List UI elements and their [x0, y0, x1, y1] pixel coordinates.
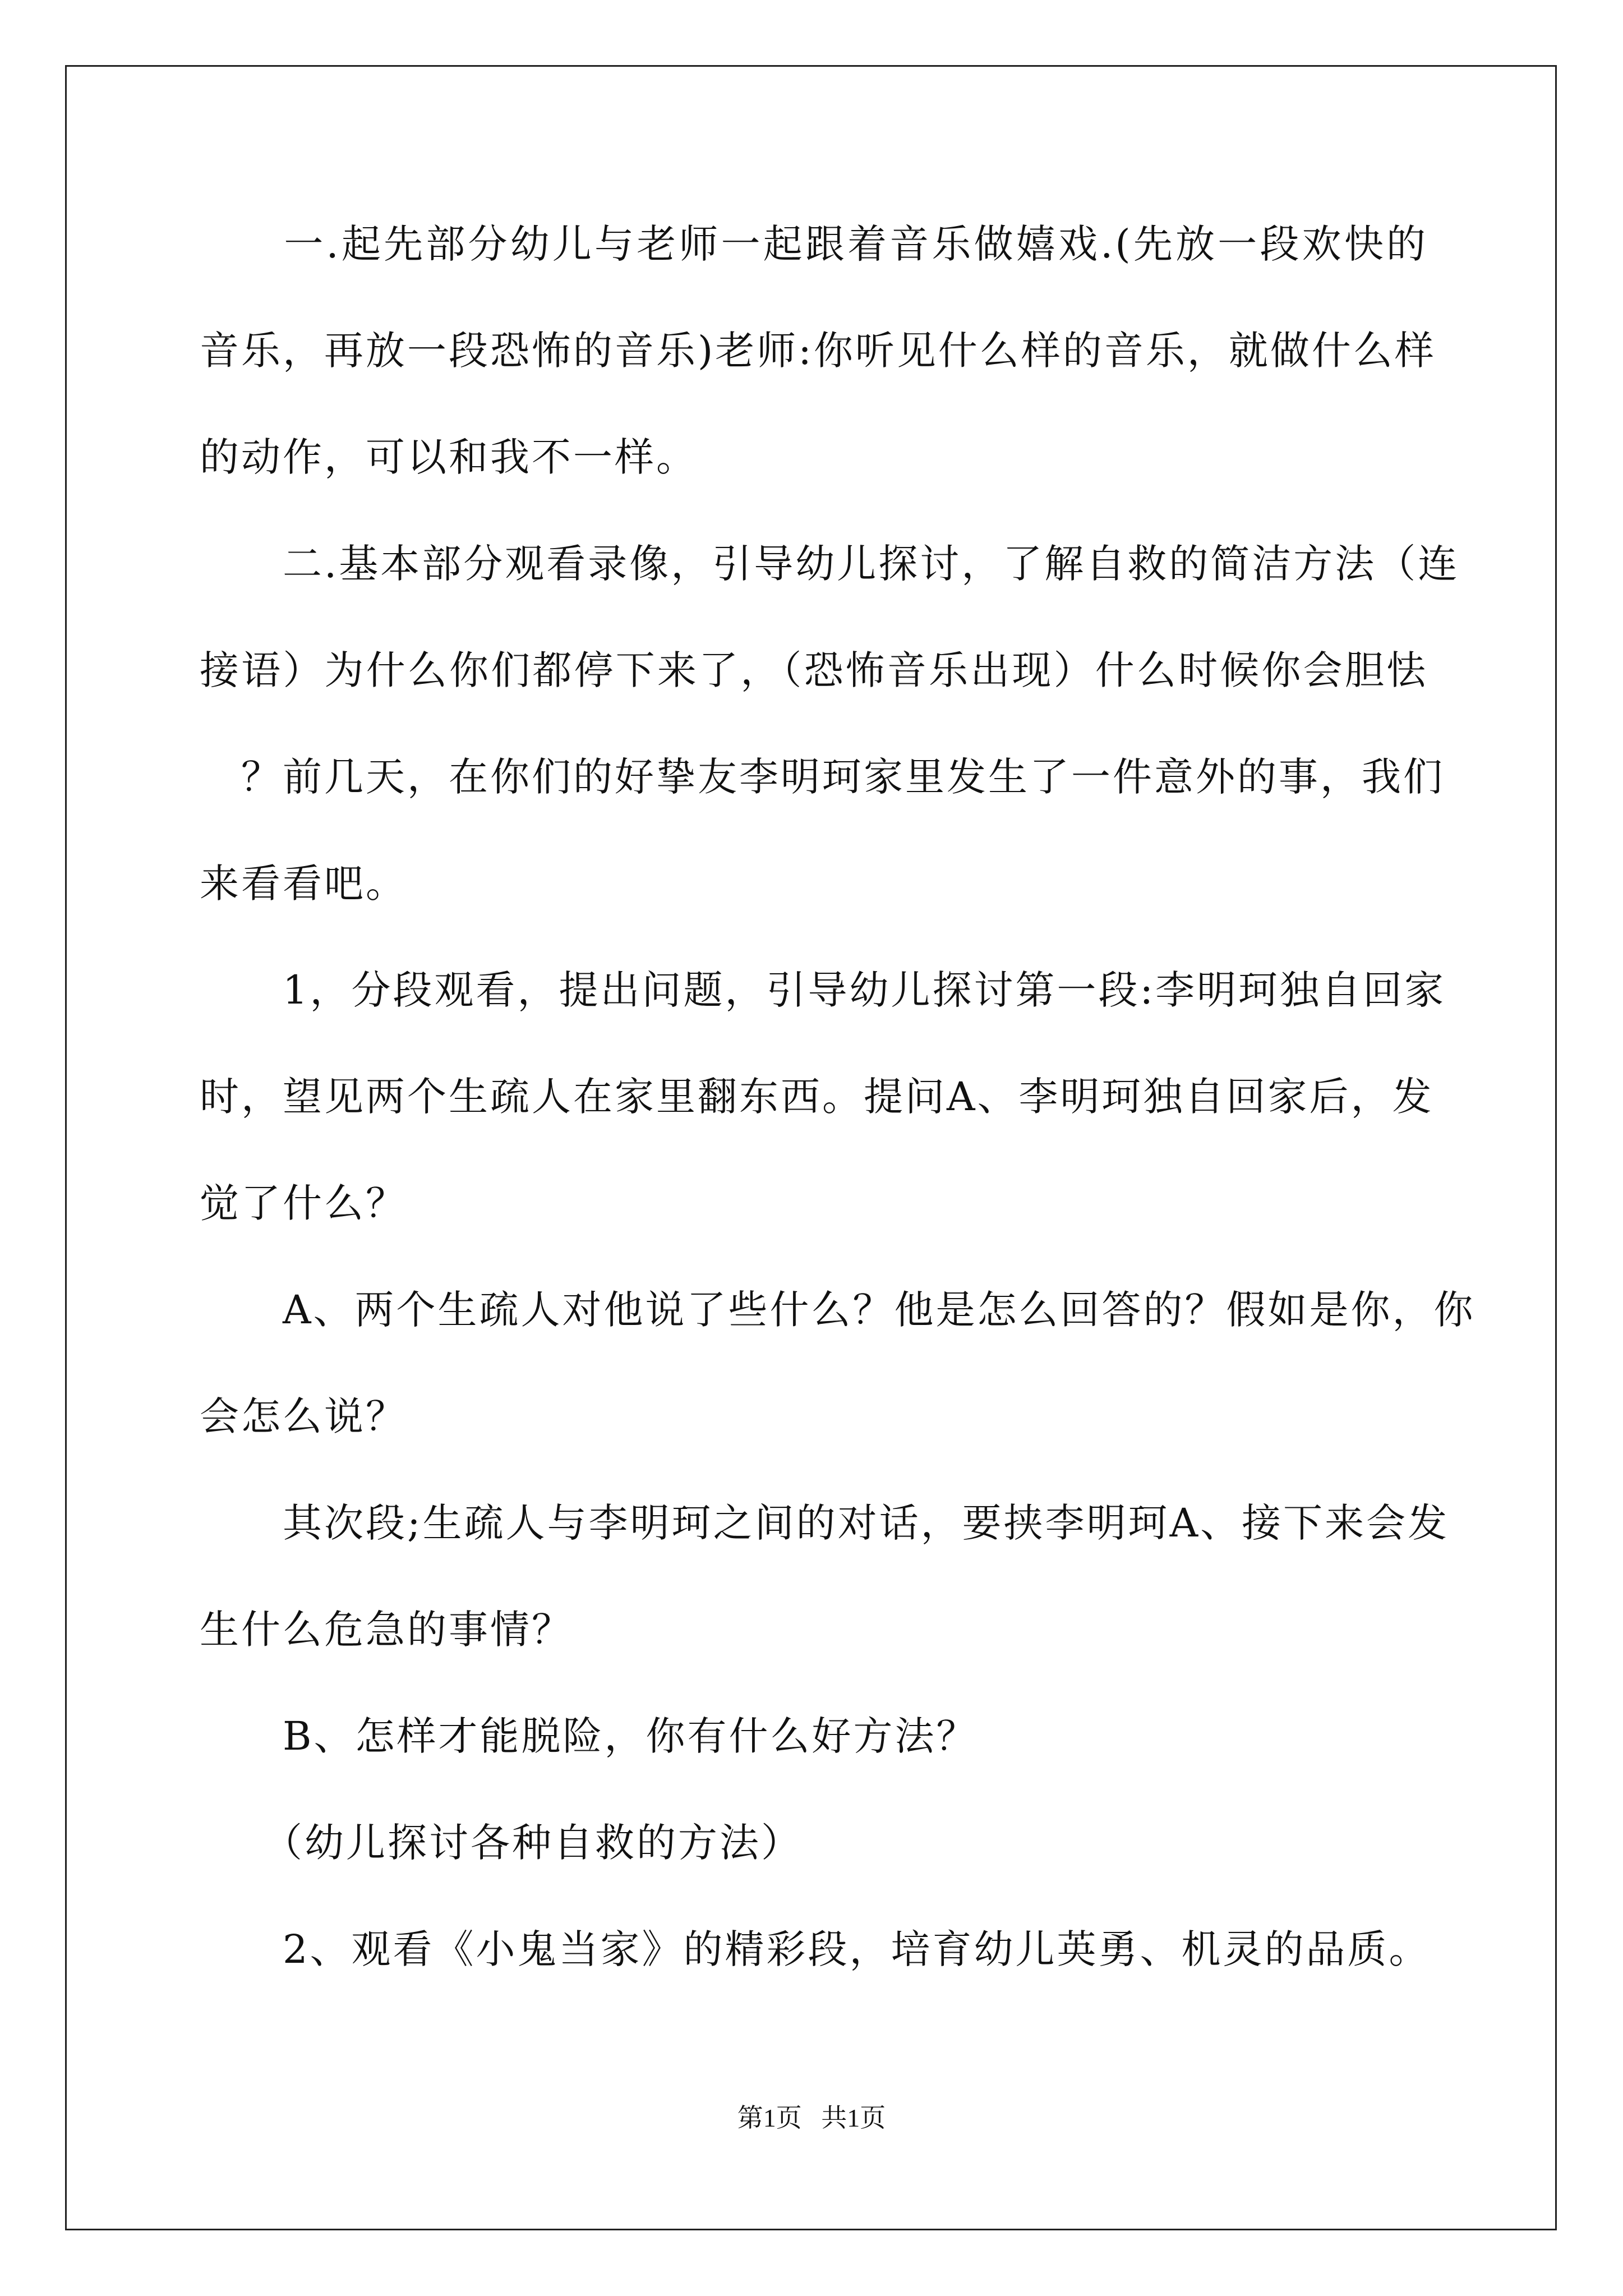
text-line: 觉了什么？ — [200, 1180, 407, 1226]
page-number: 第1页 — [737, 2104, 802, 2132]
text-line: 二.基本部分观看录像，引导幼儿探讨，了解自救的简洁方法（连 — [200, 541, 1460, 587]
text-line: （幼儿探讨各种自救的方法） — [200, 1820, 803, 1866]
footer-spacer — [802, 2104, 822, 2132]
text-line: B、怎样才能脱险，你有什么好方法？ — [200, 1713, 978, 1759]
text-line: 时，望见两个生疏人在家里翻东西。提问A、李明珂独自回家后，发 — [200, 1074, 1434, 1120]
text-line: 的动作，可以和我不一样。 — [200, 434, 698, 480]
text-line: 音乐，再放一段恐怖的音乐)老师:你听见什么样的音乐，就做什么样 — [200, 328, 1436, 374]
text-line: 来看看吧。 — [200, 861, 407, 907]
text-line: A、两个生疏人对他说了些什么？他是怎么回答的？假如是你，你 — [200, 1287, 1476, 1333]
text-line: 会怎么说？ — [200, 1393, 407, 1439]
page-footer — [0, 2101, 1623, 2135]
text-line: 1，分段观看，提出问题，引导幼儿探讨第一段:李明珂独自回家 — [200, 967, 1446, 1013]
text-line: 其次段;生疏人与李明珂之间的对话，要挟李明珂A、接下来会发 — [200, 1500, 1450, 1546]
text-line: 生什么危急的事情？ — [200, 1607, 573, 1653]
text-line: 一.起先部分幼儿与老师一起跟着音乐做嬉戏.(先放一段欢快的 — [200, 221, 1428, 267]
text-line: 接语）为什么你们都停下来了，（恐怖音乐出现）什么时候你会胆怯 — [200, 647, 1428, 693]
page-total: 共1页 — [821, 2104, 886, 2132]
page-border — [65, 65, 1557, 2230]
text-line: 2、观看《小鬼当家》的精彩段，培育幼儿英勇、机灵的品质。 — [200, 1926, 1431, 1972]
text-line: ？前几天，在你们的好挚友李明珂家里发生了一件意外的事，我们 — [200, 754, 1445, 800]
